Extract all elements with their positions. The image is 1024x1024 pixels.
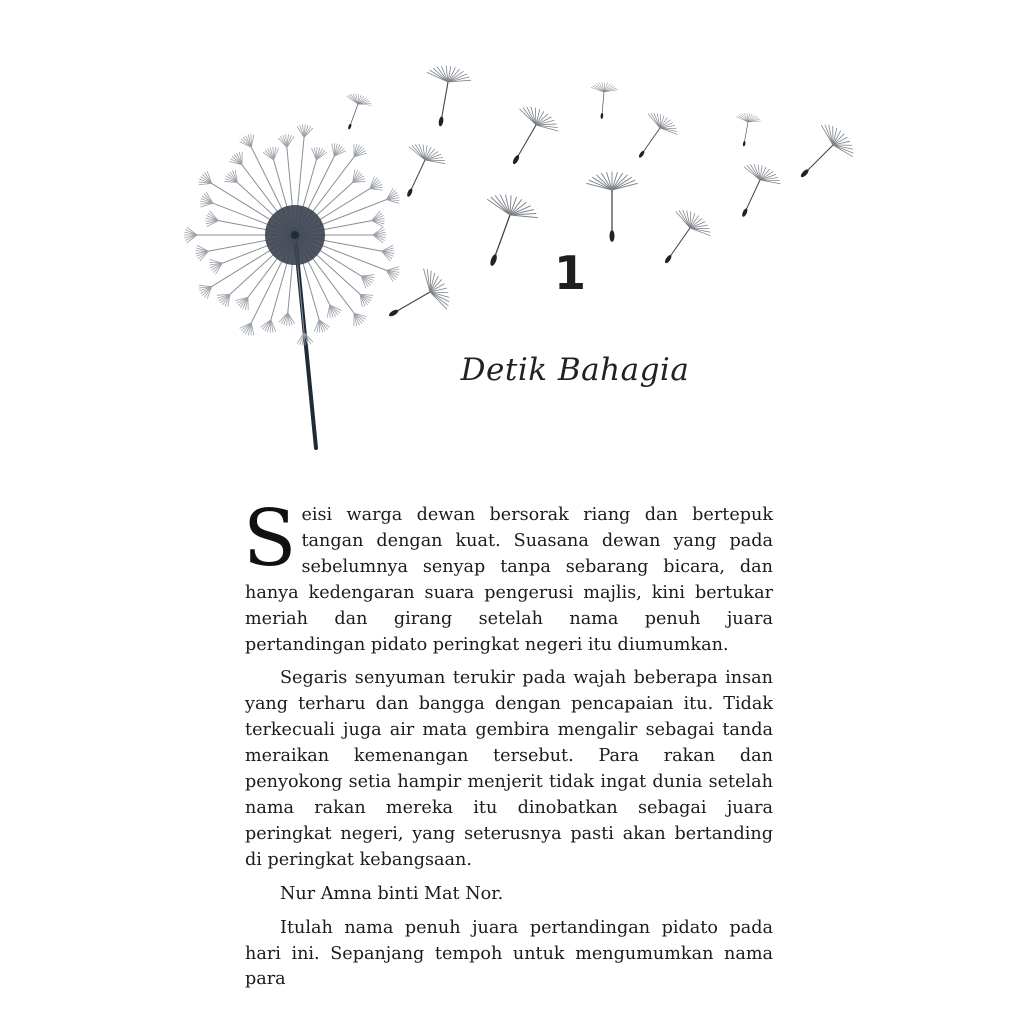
seed-icon (785, 118, 860, 193)
paragraph-4: Itulah nama penuh juara pertandingan pidato pada hari ini. Sepanjang tempoh untuk mengumumkan nama para (245, 917, 773, 990)
seed-icon (732, 111, 762, 148)
paragraph-1 (243, 494, 773, 658)
drop-cap: S (243, 494, 297, 584)
seed-icon (466, 188, 541, 275)
seed-icon (648, 203, 716, 275)
seed-icon (377, 263, 456, 336)
chapter-number: 1 (553, 246, 586, 300)
seed-icon (336, 90, 374, 134)
dandelion-illustration (0, 0, 1024, 470)
seed-icon (586, 172, 637, 242)
seed-icon (725, 158, 785, 225)
seed-icon (588, 81, 618, 120)
paragraph-2: Segaris senyuman terukir pada wajah beberapa insan yang terharu dan bangga dengan pencapaian itu. Tidak terkecuali juga air mata gembira mengalir sebagai tanda meraikan kemenangan tersebut. Para rakan dan penyokong setia hampir menjerit tidak ingat dunia setelah nama rakan mereka itu dinobatkan sebagai juara peringkat negeri, yang seterusnya pasti akan bertanding di peringkat kebangsaan. (245, 668, 773, 870)
body-text (243, 494, 773, 1001)
chapter-title: Detik Bahagia (460, 352, 690, 388)
dandelion-icon (184, 124, 399, 448)
seed-icon (625, 107, 682, 168)
paragraph-3: Nur Amna binti Mat Nor. (280, 883, 504, 904)
paragraph-1-text: eisi warga dewan bersorak riang dan bertepuk tangan dengan kuat. Suasana dewan yang pada sebelumnya senyap tanpa sebarang bicara, dan hanya kedengaran suara pengerusi majlis, kini bertukar meriah dan girang setelah nama penuh juara pertandingan pidato peringkat negeri itu diumumkan. (245, 505, 773, 655)
seed-icon (494, 100, 563, 175)
seed-icon (418, 62, 473, 130)
